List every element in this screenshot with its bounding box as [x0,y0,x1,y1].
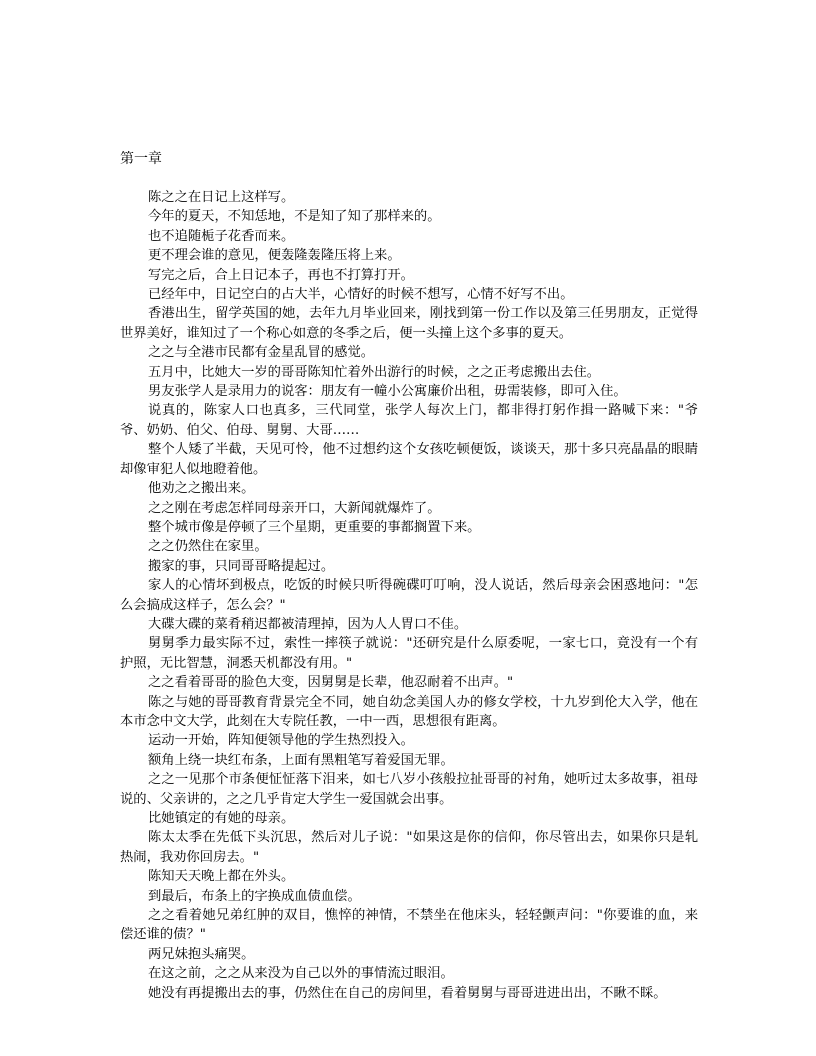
paragraph: 陈之之在日记上这样写。 [148,190,295,205]
paragraph: 已经年中，日记空白的占大半，心情好的时候不想写，心情不好写不出。 [148,287,574,303]
paragraph: 之之看着哥哥的脸色大变，因舅舅是长辈，他忍耐着不出声。" [148,675,514,691]
paragraph: 整个城市像是停顿了三个星期，更重要的事都搁置下来。 [148,519,481,535]
paragraph: 陈之与她的哥哥教育背景完全不同，她自幼念美国人办的修女学校，十九岁到伦大入学，他在本市念中文大学，此刻在大专院任教，一中一西，思想很有距离。 [120,694,698,729]
paragraph: 搬家的事，只同哥哥略提起过。 [148,558,335,574]
chapter-body [120,188,698,1003]
paragraph: 之之看着她兄弟红肿的双目，憔悴的神情，不禁坐在他床头，轻轻颤声问："你要谁的血，来偿还谁的债？" [120,908,698,943]
paragraph: 舅舅季力最实际不过，索性一摔筷子就说："还研究是什么原委呢，一家七口，竟没有一个有护照，无比智慧，洞悉天机都没有用。" [120,636,698,671]
paragraph: 陈太太季在先低下头沉思，然后对儿子说："如果这是你的信仰，你尽管出去，如果你只是轧热闹，我劝你回房去。" [120,830,698,865]
paragraph: 更不理会谁的意见，便轰隆轰隆压将上来。 [148,248,401,264]
paragraph: 香港出生，留学英国的她，去年九月毕业回来，刚找到第一份工作以及第三任男朋友，正觉得世界美好，谁知过了一个称心如意的冬季之后，便一头撞上这个多事的夏天。 [120,306,698,341]
paragraph: 也不追随栀子花香而来。 [148,228,295,244]
paragraph: 整个人矮了半截，天见可怜，他不过想约这个女孩吃顿便饭，谈谈天，那十多只亮晶晶的眼睛却像审犯人似地瞪着他。 [120,442,698,477]
paragraph: 家人的心情坏到极点，吃饭的时候只听得碗碟叮叮响，没人说话，然后母亲会困惑地问："怎么会搞成这样子，怎么会？" [120,578,698,613]
paragraph: 运动一开始，阵知便领导他的学生热烈投入。 [148,733,414,749]
paragraph: 陈知天天晚上都在外头。 [148,869,295,885]
paragraph: 之之与全港市民都有金星乱冒的感觉。 [148,345,375,361]
paragraph: 之之刚在考虑怎样同母亲开口，大新闻就爆炸了。 [148,500,441,516]
paragraph: 两兄妹抱头痛哭。 [148,946,255,962]
paragraph: 五月中，比她大一岁的哥哥陈知忙着外出游行的时候，之之正考虑搬出去住。 [148,364,601,380]
paragraph: 之之仍然住在家里。 [148,539,268,555]
paragraph: 他劝之之搬出来。 [148,481,255,497]
paragraph: 写完之后，合上日记本子，再也不打算打开。 [148,267,414,283]
paragraph: 额角上绕一块红布条，上面有黑粗笔写着爱国无罪。 [148,752,454,768]
paragraph: 在这之前，之之从来没为自己以外的事情流过眼泪。 [148,966,454,982]
paragraph: 大碟大碟的菜肴稍迟都被清理掉，因为人人胃口不佳。 [148,616,468,632]
paragraph: 男友张学人是录用力的说客：朋友有一幢小公寓廉价出租，毋需装修，即可入住。 [148,384,627,400]
paragraph: 到最后，布条上的字换成血债血偿。 [148,888,361,904]
paragraph: 她没有再提搬出去的事，仍然住在自己的房间里，看着舅舅与哥哥进进出出，不瞅不睬。 [148,985,667,1001]
paragraph: 比她镇定的有她的母亲。 [148,811,295,826]
paragraph: 之之一见那个市条便怔怔落下泪来，如七八岁小孩般拉扯哥哥的衬角，她听过太多故事，祖母说的、父亲讲的，之之几乎肯定大学生一爱国就会出事。 [120,772,698,807]
paragraph: 今年的夏天，不知恁地，不是知了知了那样来的。 [148,209,441,225]
paragraph: 说真的，陈家人口也真多，三代同堂，张学人每次上门，都非得打躬作揖一路喊下来："爷爷、奶奶、伯父、伯母、舅舅、大哥…… [120,403,698,438]
chapter-title: 第一章 [120,151,162,167]
